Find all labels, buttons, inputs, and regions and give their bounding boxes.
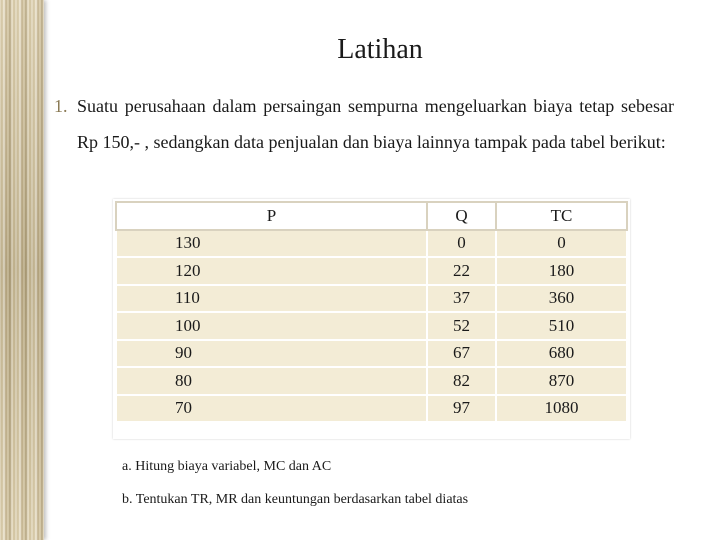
table-header-row xyxy=(116,202,627,230)
cell-q: 52 xyxy=(427,312,496,340)
cell-q: 37 xyxy=(427,285,496,313)
header-tc: TC xyxy=(496,202,627,230)
table-row xyxy=(116,257,627,285)
cell-q: 22 xyxy=(427,257,496,285)
cell-p: 100 xyxy=(116,312,427,340)
question-number: 1. xyxy=(54,96,68,116)
cell-p: 110 xyxy=(116,285,427,313)
cell-p: 90 xyxy=(116,340,427,368)
cell-tc: 360 xyxy=(496,285,627,313)
table-row xyxy=(116,340,627,368)
cell-q: 67 xyxy=(427,340,496,368)
slide-title: Latihan xyxy=(337,34,423,65)
cell-tc: 0 xyxy=(496,230,627,258)
cell-p: 80 xyxy=(116,367,427,395)
table-row xyxy=(116,367,627,395)
header-q: Q xyxy=(427,202,496,230)
cell-q: 82 xyxy=(427,367,496,395)
sub-question-a: a. Hitung biaya variabel, MC dan AC xyxy=(122,459,332,474)
cell-tc: 1080 xyxy=(496,395,627,423)
table-row xyxy=(116,285,627,313)
sub-question-b: b. Tentukan TR, MR dan keuntungan berdasarkan tabel diatas xyxy=(122,492,469,507)
cell-q: 0 xyxy=(427,230,496,258)
question-text: Suatu perusahaan dalam persaingan sempurna mengeluarkan biaya tetap sebesar Rp 150,- , sedangkan data penjualan dan biaya lainnya tampak pada tabel berikut: xyxy=(77,96,674,152)
table-row xyxy=(116,395,627,423)
cell-tc: 870 xyxy=(496,367,627,395)
table-row xyxy=(116,230,627,258)
cell-tc: 510 xyxy=(496,312,627,340)
cell-p: 120 xyxy=(116,257,427,285)
cell-q: 97 xyxy=(427,395,496,423)
cell-p: 130 xyxy=(116,230,427,258)
header-p: P xyxy=(116,202,427,230)
cell-tc: 180 xyxy=(496,257,627,285)
table-row xyxy=(116,312,627,340)
cell-p: 70 xyxy=(116,395,427,423)
cell-tc: 680 xyxy=(496,340,627,368)
data-table xyxy=(115,201,628,423)
decorative-left-border xyxy=(0,0,44,540)
question-paragraph xyxy=(54,88,674,160)
